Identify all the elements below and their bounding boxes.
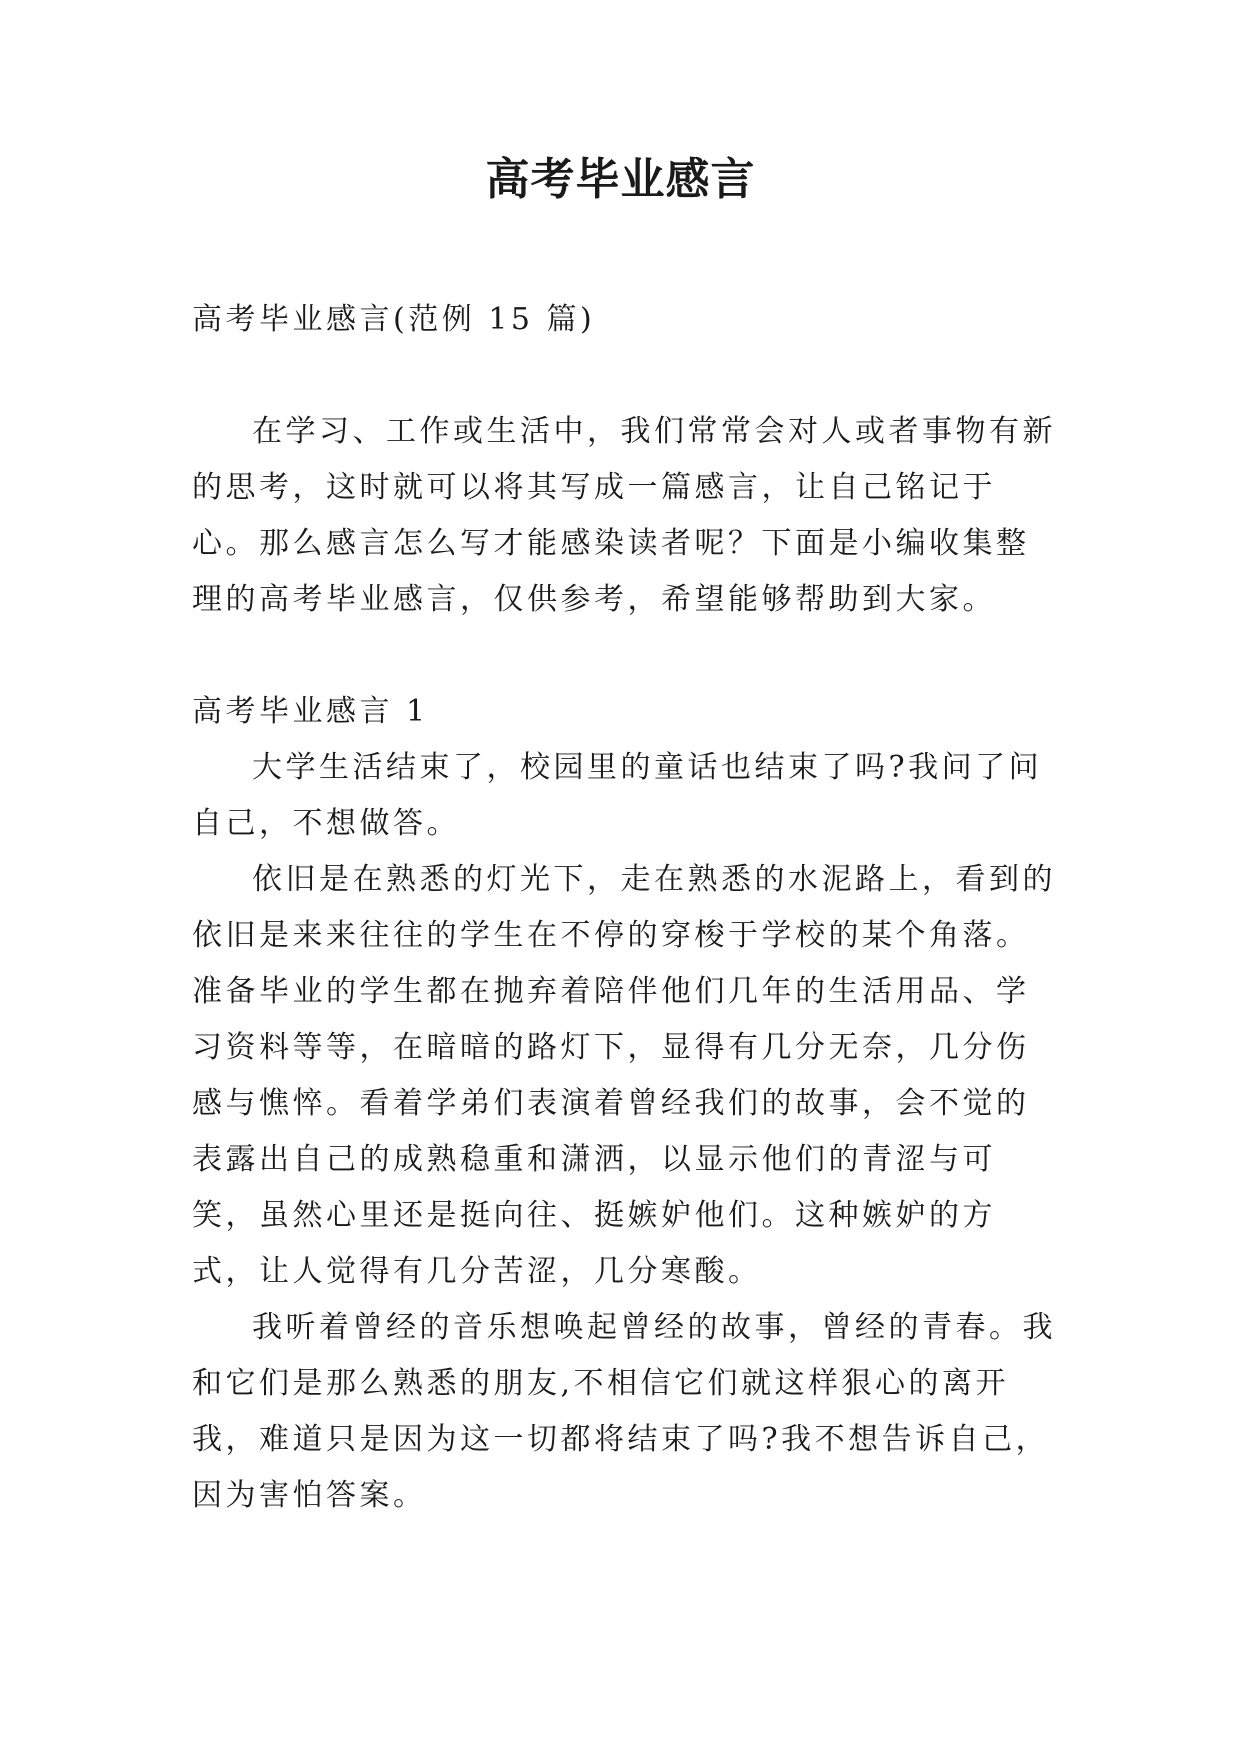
document-title: 高考毕业感言 <box>485 154 756 205</box>
section-heading: 高考毕业感言 1 <box>192 694 429 729</box>
document-subtitle: 高考毕业感言(范例 15 篇) <box>192 302 596 337</box>
body-paragraph-3: 我听着曾经的音乐想唤起曾经的故事，曾经的青春。我和它们是那么熟悉的朋友,不相信它们就这样狠心的离开我，难道只是因为这一切都将结束了吗?我不想告诉自己，因为害怕答案。 <box>192 1310 1056 1513</box>
body-paragraph-1: 大学生活结束了，校园里的童话也结束了吗?我问了问自己，不想做答。 <box>192 750 1043 841</box>
body-paragraph-2: 依旧是在熟悉的灯光下，走在熟悉的水泥路上，看到的依旧是来来往往的学生在不停的穿梭于学校的某个角落。准备毕业的学生都在抛弃着陪伴他们几年的生活用品、学习资料等等，在暗暗的路灯下，显得有几分无奈，几分伤感与憔悴。看着学弟们表演着曾经我们的故事，会不觉的表露出自己的成熟稳重和潇洒，以显示他们的青涩与可笑，虽然心里还是挺向往、挺嫉妒他们。这种嫉妒的方式，让人觉得有几分苦涩，几分寒酸。 <box>192 862 1056 1289</box>
document-body <box>192 292 1058 1524</box>
intro-paragraph: 在学习、工作或生活中，我们常常会对人或者事物有新的思考，这时就可以将其写成一篇感言，让自己铭记于心。那么感言怎么写才能感染读者呢？下面是小编收集整理的高考毕业感言，仅供参考，希望能够帮助到大家。 <box>192 414 1056 617</box>
